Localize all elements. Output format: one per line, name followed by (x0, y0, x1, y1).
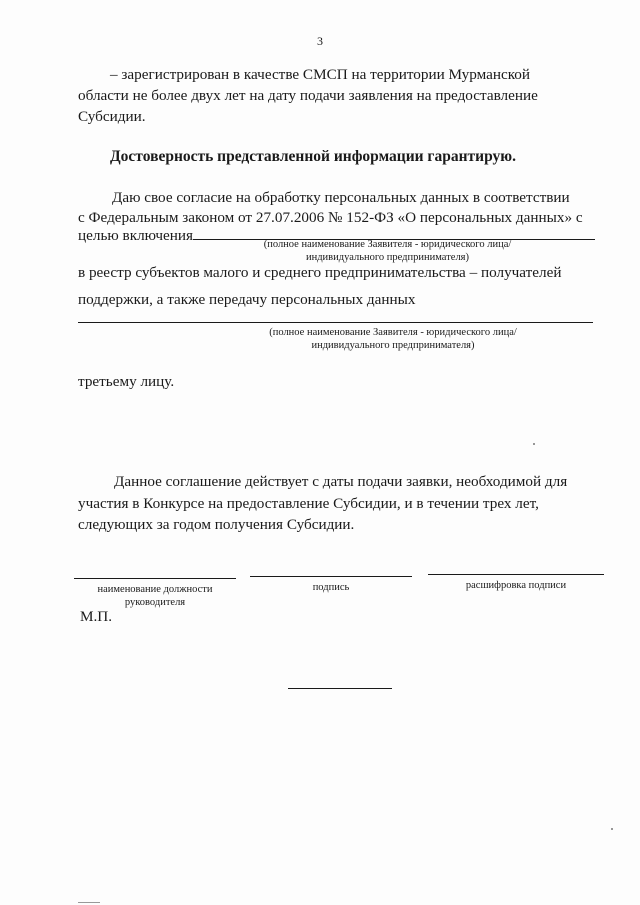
scan-speck-2 (611, 828, 613, 830)
hint-2-line1: (полное наименование Заявителя - юридического лица/ (269, 327, 517, 338)
closing-separator (288, 688, 392, 689)
consent-line2: с Федеральным законом от 27.07.2006 № 152-ФЗ «О персональных данных» с (78, 209, 583, 226)
agreement-line1: Данное соглашение действует с даты подачи заявки, необходимой для (114, 473, 568, 490)
signature-caption: подпись (312, 582, 350, 593)
para1-line3: Субсидии. (78, 108, 146, 125)
decoding-line[interactable] (428, 574, 604, 575)
consent-line5: поддержки, а также передачу персональных данных (78, 291, 416, 308)
page-number: 3 (317, 34, 323, 48)
bottom-edge-mark (78, 902, 100, 903)
position-caption-line2: руководителя (124, 597, 186, 608)
hint-2-line2: индивидуального предпринимателя) (311, 340, 475, 351)
guarantee-heading: Достоверность представленной информации гарантирую. (110, 148, 516, 165)
position-line[interactable] (74, 578, 236, 579)
hint-1-line2: индивидуального предпринимателя) (305, 252, 470, 263)
consent-line6: третьему лицу. (78, 373, 175, 390)
hint-2 (258, 326, 528, 352)
hint-1-line1: (полное наименование Заявителя - юридического лица/ (263, 239, 512, 250)
hint-1 (255, 238, 520, 264)
agreement-line2: участия в Конкурсе на предоставление Субсидии, и в течении трех лет, (78, 495, 539, 512)
decoding-caption: расшифровка подписи (465, 580, 567, 591)
position-caption-line1: наименование должности (97, 584, 213, 595)
applicant-name-blank-2[interactable] (78, 322, 593, 323)
scan-speck (533, 443, 535, 445)
consent-line1: Даю свое согласие на обработку персональных данных в соответствии (112, 189, 570, 206)
para1-line1: – зарегистрирован в качестве СМСП на территории Мурманской (110, 66, 531, 83)
agreement-line3: следующих за годом получения Субсидии. (78, 516, 355, 533)
stamp-placeholder: М.П. (80, 608, 113, 625)
position-caption (74, 583, 236, 609)
consent-line4: в реестр субъектов малого и среднего предпринимательства – получателей (78, 264, 562, 281)
signature-line[interactable] (250, 576, 412, 577)
para1-line2: области не более двух лет на дату подачи заявления на предоставление (78, 87, 538, 104)
consent-line3: целью включения (78, 227, 194, 244)
